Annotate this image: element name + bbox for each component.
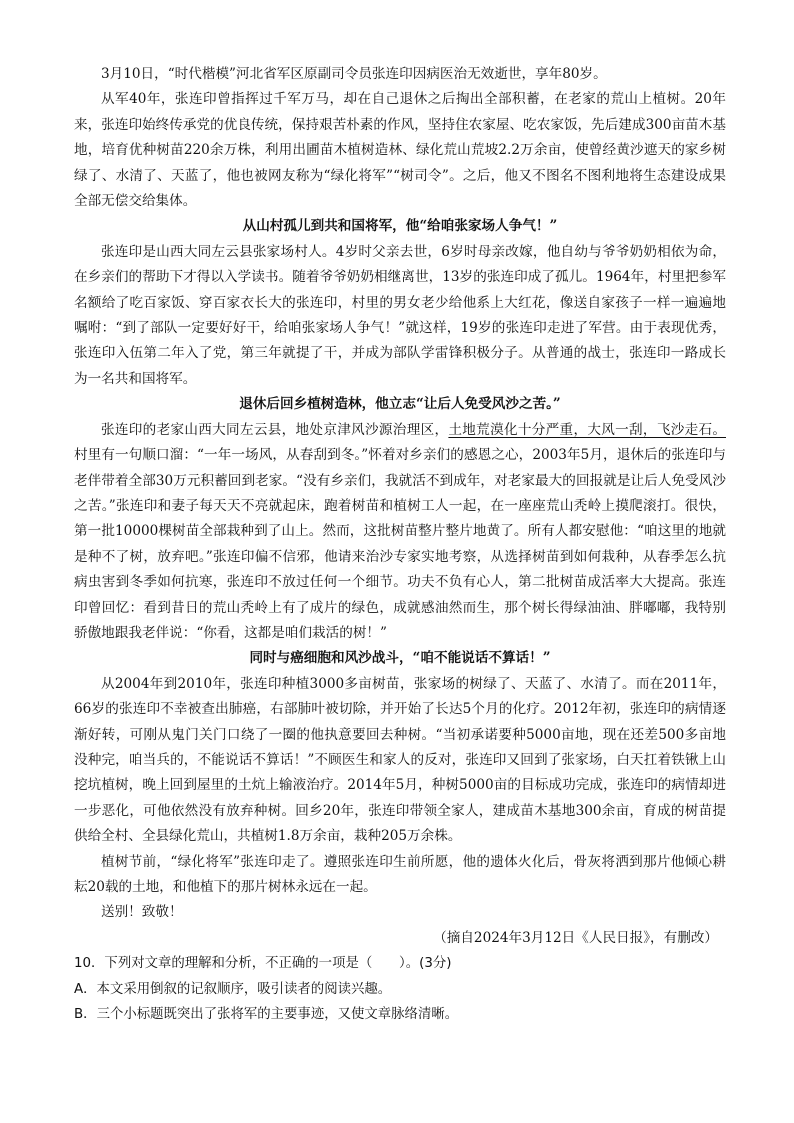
hometown-text-a: 张连印的老家山西大同左云县，地处京津风沙源治理区，	[101, 421, 449, 438]
paragraph-salute: 送别！致敬！	[101, 904, 183, 921]
intro-paragraph: 3月10日，“时代楷模”河北省军区原副司令员张连印因病医治无效逝世，享年80岁。	[101, 66, 607, 82]
subheading-retire-plant-trees: 退休后回乡植树造林，他立志“让后人免受风沙之苦。”	[239, 396, 561, 413]
underlined-sentence: 土地荒漠化十分严重，大风一刮，飞沙走石。	[448, 421, 726, 438]
subheading-fight-cancer: 同时与癌细胞和风沙战斗，“咱不能说话不算话！”	[249, 650, 551, 667]
option-b: B．三个小标题既突出了张将军的主要事迹，又使文章脉络清晰。	[74, 1007, 459, 1023]
paragraph-career: 从军40年，张连印曾指挥过千军万马，却在自己退休之后掏出全部积蓄，在老家的荒山上植树。20年来，张连印始终传承党的优良传统，保持艰苦朴素的作风，坚持住农家屋、吃农家饭，先后建成300亩苗木基地，培育优种树苗220余万株，利用出圃苗木植树造林、绿化荒山荒坡2.2万余亩，使曾经黄沙遮天的家乡树绿了、水清了、天蓝了，他也被网友称为“绿化将军”“树司令”。之后，他又不图名不图利地将生态建设成果全部无偿交给集体。	[74, 91, 726, 210]
paragraph-cancer: 从2004年到2010年，张连印种植3000多亩树苗，张家场的树绿了、天蓝了、水清了。而在2011年，66岁的张连印不幸被查出肺癌，右部肺叶被切除，并开始了长达5个月的化疗。2012年初，张连印的病情逐渐好转，可刚从鬼门关门口绕了一圈的他执意要回去种树。“当初承诺要种5000亩地，现在还差500多亩地没种完，咱当兵的，不能说话不算话！”不顾医生和家人的反对，张连印又回到了张家场，白天扛着铁锹上山挖坑植树，晚上回到屋里的土炕上输液治疗。2014年5月，种树5000亩的目标成功完成，张连印的病情却进一步恶化，可他依然没有放弃种树。回乡20年，张连印带领全家人，建成苗木基地300余亩，育成的树苗提供给全村、全县绿化荒山，共植树1.8万余亩，栽种205万余株。	[74, 675, 726, 845]
paragraph-farewell: 植树节前，“绿化将军”张连印走了。遵照张连印生前所愿，他的遗体火化后，骨灰将洒到那片他倾心耕耘20载的土地，和他植下的那片树林永远在一起。	[74, 853, 726, 895]
hometown-text-b: 村里有一句顺口溜：“一年一场风，从春刮到冬。”怀着对乡亲们的感恩之心，2003年5月，退休后的张连印与老伴带着全部30万元积蓄回到老家。“没有乡亲们，我就活不到成年，对老家最大的回报就是让后人免受风沙之苦。”张连印和妻子每天天不亮就起床，跑着树苗和植树工人一起，在一座座荒山秃岭上摸爬滚打。很快，第一批10000棵树苗全部栽种到了山上。然而，这批树苗整片整片地黄了。所有人都安慰他：“咱这里的地就是种不了树，放弃吧。”张连印偏不信邪，他请来治沙专家实地考察，从选择树苗到如何栽种，从春季怎么抗病虫害到冬季如何抗寒，张连印不放过任何一个细节。功夫不负有心人，第二批树苗成活率大大提高。张连印曾回忆：看到昔日的荒山秃岭上有了成片的绿色，成就感油然而生，那个树长得绿油油、胖嘟嘟，我特别骄傲地跟我老伴说：“你看，这都是咱们栽活的树！”	[74, 447, 726, 641]
source-citation: （摘自2024年3月12日《人民日报》，有删改）	[433, 929, 718, 946]
paragraph-childhood: 张连印是山西大同左云县张家场村人。4岁时父亲去世，6岁时母亲改嫁，他自幼与爷爷奶奶相依为命，在乡亲们的帮助下才得以入学读书。随着爷爷奶奶相继离世，13岁的张连印成了孤儿。1964年，村里把参军名额给了吃百家饭、穿百家衣长大的张连印，村里的男女老少给他系上大红花，像送自家孩子一样一遍遍地嘱咐：“到了部队一定要好好干，给咱张家场人争气！”就这样，19岁的张连印走进了军营。由于表现优秀，张连印入伍第二年入了党，第三年就提了干，并成为部队学雷锋积极分子。从普通的战士，张连印一路成长为一名共和国将军。	[74, 243, 726, 387]
option-a: A．本文采用倒叙的记叙顺序，吸引读者的阅读兴趣。	[74, 981, 392, 997]
subheading-orphan-to-general: 从山村孤儿到共和国将军，他“给咱张家场人争气！”	[242, 218, 558, 235]
paragraph-hometown	[74, 418, 726, 647]
question-stem: 10．下列对文章的理解和分析，不正确的一项是（ ）。(3分)	[74, 956, 452, 972]
